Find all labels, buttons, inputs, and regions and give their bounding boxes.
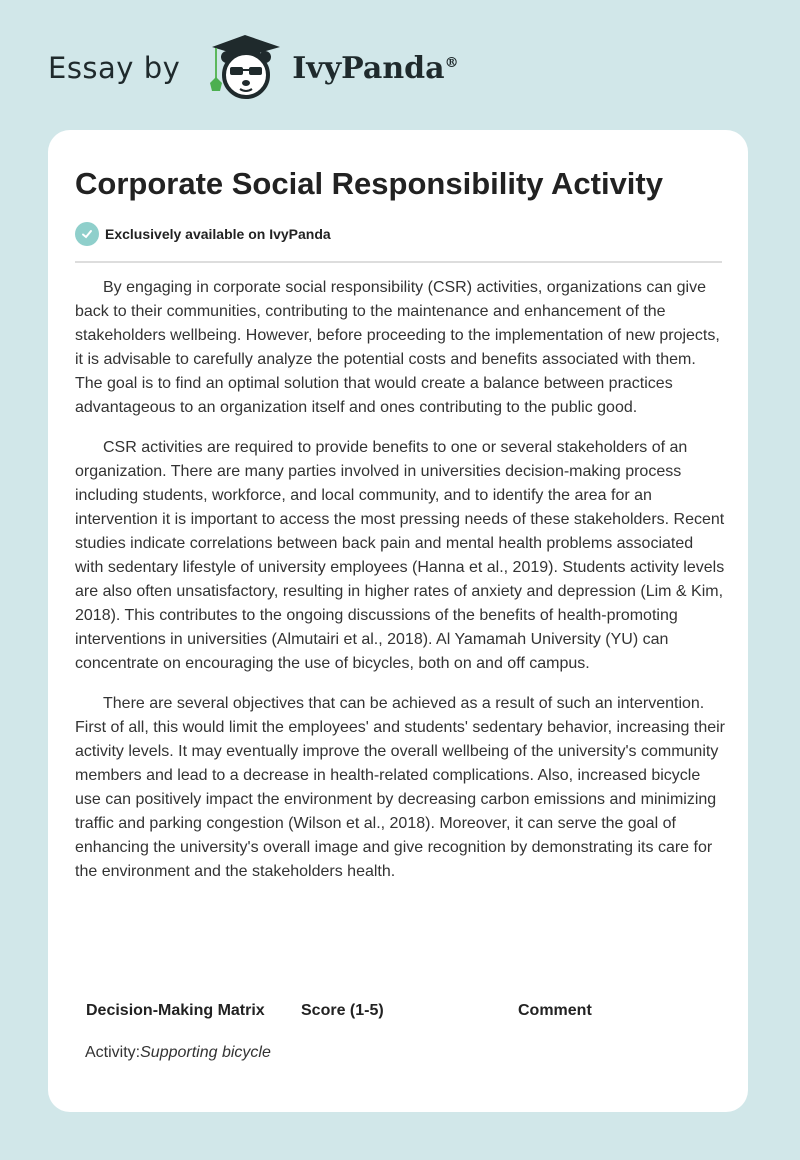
page-title: Corporate Social Responsibility Activity (75, 166, 663, 201)
row-label: Activity: (85, 1044, 141, 1061)
divider (75, 261, 722, 263)
badge-label: Exclusively available on IvyPanda (105, 226, 331, 242)
column-header: Score (1-5) (301, 1002, 384, 1019)
check-circle-icon (75, 222, 99, 246)
essay-by-label: Essay by (48, 51, 181, 85)
essay-body (75, 276, 725, 900)
essay-card (48, 130, 748, 1112)
table-row (85, 1044, 271, 1062)
column-header: Comment (518, 1002, 592, 1019)
brand-header (48, 36, 459, 100)
paragraph: CSR activities are required to provide benefits to one or several stakeholders of an organization. There are many parties involved in universities decision-making process including students, workforce, and local community, and to identify the area for an intervention it is important to access the most pressing needs of these stakeholders. Recent studies indicate correlations between back pain and mental health problems associated with sedentary lifestyle of university employees (Hanna et al., 2019). Students activity levels are also often unsatisfactory, resulting in higher rates of anxiety and depression (Lim & Kim, 2018). This contributes to the ongoing discussions of the benefits of health-promoting interventions in universities (Almutairi et al., 2018). Al Yamamah University (YU) can concentrate on encouraging the use of bicycles, both on and off campus. (75, 439, 725, 672)
column-header: Decision-Making Matrix (86, 1002, 265, 1019)
exclusive-badge (75, 222, 331, 246)
ivypanda-logo-text: IvyPanda® (292, 50, 459, 86)
paragraph: There are several objectives that can be achieved as a result of such an intervention. First of all, this would limit the employees' and students' sedentary behavior, increasing their activity levels. It may eventually improve the overall wellbeing of the university's community members and lead to a decrease in health-related complications. Also, increased bicycle use can positively impact the environment by decreasing carbon emissions and minimizing traffic and parking congestion (Wilson et al., 2018). Moreover, it can serve the goal of enhancing the university's overall image and give recognition by demonstrating its care for the environment and the stakeholders health. (75, 695, 725, 880)
paragraph: By engaging in corporate social responsibility (CSR) activities, organizations can give back to their communities, contributing to the maintenance and enhancement of the stakeholders wellbeing. However, before proceeding to the implementation of new projects, it is advisable to carefully analyze the potential costs and benefits associated with them. The goal is to find an optimal solution that would create a balance between practices advantageous to an organization itself and ones contributing to the public good. (75, 279, 720, 416)
panda-logo-icon (200, 33, 290, 103)
row-value: Supporting bicycle (140, 1044, 271, 1061)
